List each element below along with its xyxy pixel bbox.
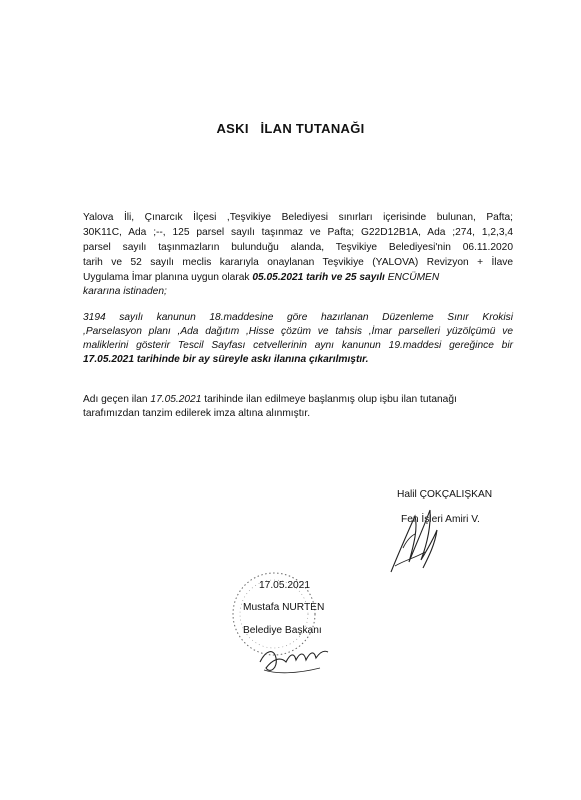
paragraph-3-line-2: tarafımızdan tanzim edilerek imza altına alınmıştır. xyxy=(83,408,311,419)
paragraph-2-line-1: 3194 sayılı kanunun 18.maddesine göre hazırlanan Düzenleme Sınır Krokisi xyxy=(83,312,513,323)
decision-date-number: 05.05.2021 tarih ve 25 sayılı xyxy=(252,272,385,283)
paragraph-1-line-1: Yalova İli, Çınarcık İlçesi ,Teşvikiye Belediyesi sınırları içerisinde bulunan, Pafta; xyxy=(83,212,513,223)
paragraph-2-line-4: 17.05.2021 tarihinde bir ay süreyle askı ilanına çıkarılmıştır. xyxy=(83,354,369,365)
signatory-1-title: Fen İşleri Amiri V. xyxy=(401,514,480,525)
announcement-date: 17.05.2021 xyxy=(150,394,202,405)
paragraph-2-line-3: maliklerini gösterir Tescil Sayfası cetvellerinin aynı kanunun 19.maddesi gereğince bir xyxy=(83,340,513,351)
signatory-2-title: Belediye Başkanı xyxy=(243,625,322,636)
paragraph-1-line-2: 30K11C, Ada ;--, 125 parsel sayılı taşınmaz ve Pafta; G22D12B1A, Ada ;274, 1,2,3,4 xyxy=(83,227,513,238)
paragraph-1-line-3: parsel sayılı taşınmazların bulunduğu alanda, Teşvikiye Belediyesi'nin 06.11.2020 xyxy=(83,242,513,253)
paragraph-1-line-5: Uygulama İmar planına uygun olarak 05.05.2021 tarih ve 25 sayılı ENCÜMEN xyxy=(83,272,440,283)
signatory-2-name: Mustafa NURTEN xyxy=(243,602,325,613)
document-title: ASKI İLAN TUTANAĞI xyxy=(216,121,365,136)
paragraph-3-line-1: Adı geçen ilan 17.05.2021 tarihinde ilan edilmeye başlanmış olup işbu ilan tutanağı xyxy=(83,394,457,405)
signatory-1-name: Halil ÇOKÇALIŞKAN xyxy=(397,489,493,500)
signature-1-scribble xyxy=(385,500,445,580)
paragraph-2-line-2: ,Parselasyon planı ,Ada dağıtım ,Hisse çözüm ve tahsis ,İmar parselleri yüzölçümü ve xyxy=(83,326,513,337)
signature-2-scribble xyxy=(256,640,332,684)
paragraph-1-line-6: kararına istinaden; xyxy=(83,286,167,297)
paragraph-1-line-4: tarih ve 52 sayılı meclis kararıyla onaylanan Teşvikiye (YALOVA) Revizyon + İlave xyxy=(83,257,513,268)
signatory-2-date: 17.05.2021 xyxy=(259,580,310,591)
